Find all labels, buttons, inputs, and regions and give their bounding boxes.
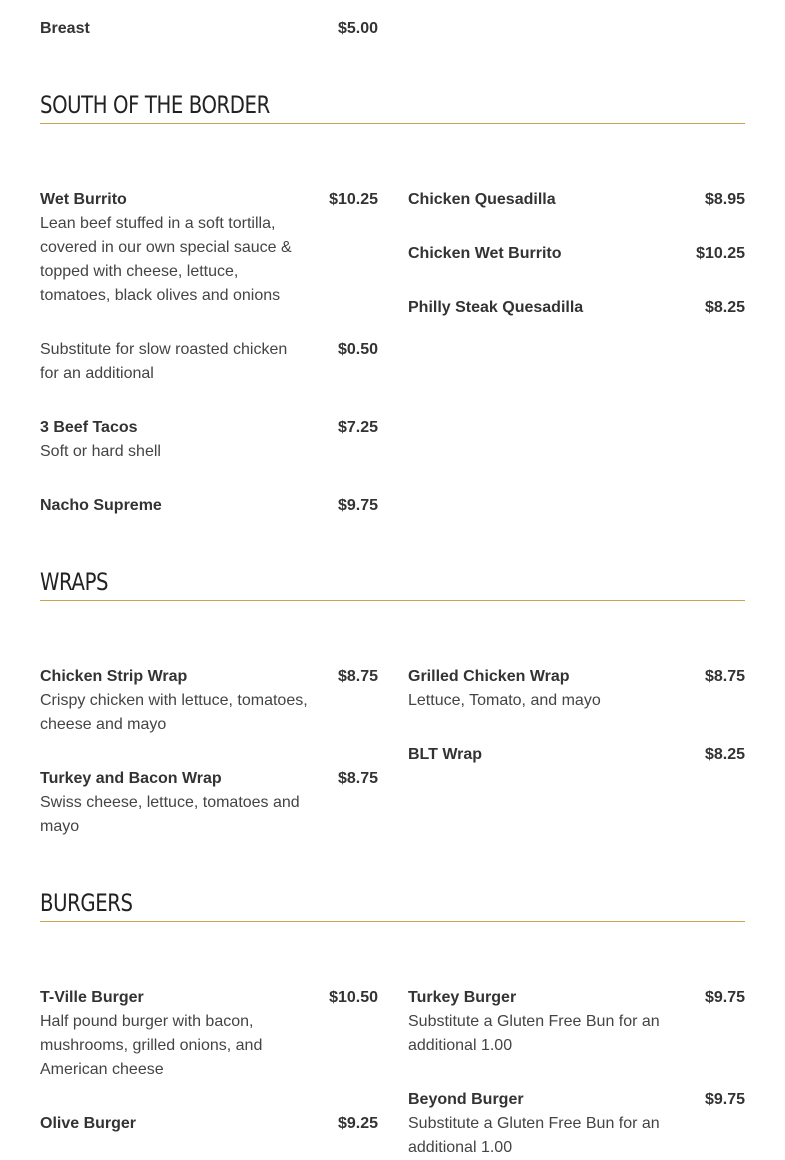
menu-item-price: $9.75 bbox=[704, 1091, 745, 1108]
menu-item-name: Olive Burger bbox=[40, 1115, 137, 1132]
menu-item-name: Chicken Quesadilla bbox=[408, 191, 556, 208]
menu-item-name: Turkey Burger bbox=[408, 989, 517, 1006]
menu-item-price: $9.25 bbox=[337, 1115, 378, 1132]
menu-item-price: $8.75 bbox=[337, 668, 378, 685]
menu-item-name: BLT Wrap bbox=[408, 746, 483, 763]
section-title-south-of-the-border: SOUTH OF THE BORDER bbox=[40, 91, 270, 119]
section-divider bbox=[40, 600, 745, 601]
menu-item-description: Substitute a Gluten Free Bun for an additional 1.00 bbox=[408, 1115, 660, 1156]
menu-item-name: Turkey and Bacon Wrap bbox=[40, 770, 222, 787]
menu-item-name: Chicken Strip Wrap bbox=[40, 668, 188, 685]
menu-item-name: Chicken Wet Burrito bbox=[408, 245, 562, 262]
menu-item-price: $9.75 bbox=[337, 497, 378, 514]
menu-item-description: Half pound burger with bacon, mushrooms, grilled onions, and American cheese bbox=[40, 1013, 263, 1078]
menu-item-price: $0.50 bbox=[337, 341, 378, 358]
menu-item-name: Breast bbox=[40, 20, 90, 37]
menu-item-price: $8.25 bbox=[704, 746, 745, 763]
menu-item-price: $8.25 bbox=[704, 299, 745, 316]
menu-item-description: Soft or hard shell bbox=[40, 443, 161, 460]
menu-item-description: Substitute for slow roasted chicken for an additional bbox=[40, 341, 288, 382]
menu-item-description: Crispy chicken with lettuce, tomatoes, cheese and mayo bbox=[40, 692, 308, 733]
menu-item-price: $8.95 bbox=[704, 191, 745, 208]
menu-item-name: Grilled Chicken Wrap bbox=[408, 668, 570, 685]
menu-item-description: Substitute a Gluten Free Bun for an additional 1.00 bbox=[408, 1013, 660, 1054]
menu-item-description: Lettuce, Tomato, and mayo bbox=[408, 692, 601, 709]
menu-item-name: Philly Steak Quesadilla bbox=[408, 299, 584, 316]
menu-item-price: $8.75 bbox=[704, 668, 745, 685]
section-divider bbox=[40, 921, 745, 922]
menu-item-price: $7.25 bbox=[337, 419, 378, 436]
section-title-wraps: WRAPS bbox=[40, 568, 109, 596]
menu-item-price: $10.50 bbox=[329, 989, 378, 1006]
menu-item-name: Nacho Supreme bbox=[40, 497, 162, 514]
menu-item-price: $10.25 bbox=[696, 245, 745, 262]
menu-item-price: $8.75 bbox=[337, 770, 378, 787]
section-title-burgers: BURGERS bbox=[40, 889, 133, 917]
menu-item-price: $10.25 bbox=[329, 191, 378, 208]
menu-item-name: T-Ville Burger bbox=[40, 989, 144, 1006]
menu-item-name: Beyond Burger bbox=[408, 1091, 524, 1108]
menu-item-price: $5.00 bbox=[337, 20, 378, 37]
menu-item-price: $9.75 bbox=[704, 989, 745, 1006]
menu-item-description: Lean beef stuffed in a soft tortilla, covered in our own special sauce & topped with cheese, lettuce, tomatoes, black olives and onions bbox=[40, 215, 292, 304]
menu-item-name: 3 Beef Tacos bbox=[40, 419, 138, 436]
menu-item-description: Swiss cheese, lettuce, tomatoes and mayo bbox=[40, 794, 300, 835]
section-divider bbox=[40, 123, 745, 124]
menu-item-name: Wet Burrito bbox=[40, 191, 127, 208]
